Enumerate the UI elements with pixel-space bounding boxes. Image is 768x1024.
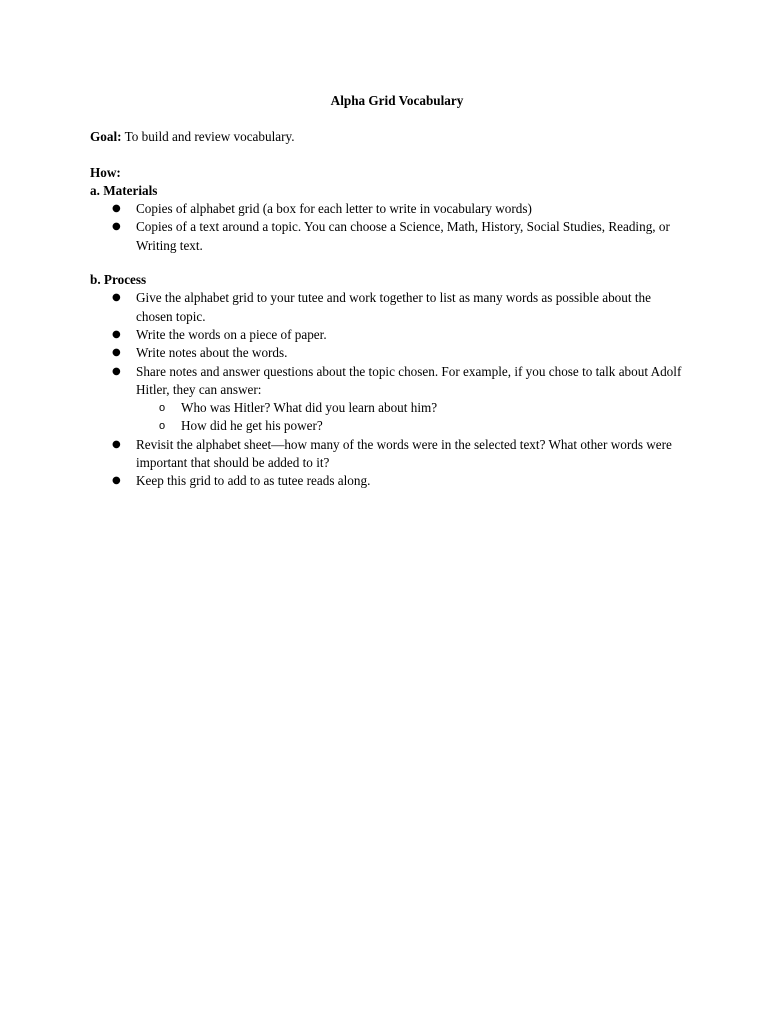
spacer — [90, 147, 690, 164]
bullet-icon: ● — [112, 203, 121, 215]
how-heading: How: — [90, 164, 121, 180]
process-item-text: Share notes and answer questions about the topic chosen. For example, if you chose to talk about Adolf Hitler, they can answer: — [136, 363, 682, 397]
bullet-icon: ● — [112, 365, 121, 377]
circle-bullet-icon: o — [159, 402, 166, 415]
bullet-icon: ● — [112, 292, 121, 304]
list-item — [90, 344, 690, 362]
list-item — [90, 472, 690, 490]
materials-item-text: Copies of a text around a topic. You can choose a Science, Math, History, Social Studies, Reading, or Writing text. — [136, 219, 670, 253]
list-item — [90, 200, 690, 218]
process-item-text: Write the words on a piece of paper. — [136, 326, 327, 342]
bullet-icon: ● — [112, 221, 121, 233]
sub-list — [136, 399, 690, 436]
list-item — [90, 289, 690, 326]
process-heading: b. Process — [90, 272, 147, 288]
list-item — [90, 436, 690, 473]
document-page — [90, 92, 690, 491]
goal-label: Goal: — [90, 129, 122, 145]
goal-paragraph — [90, 128, 690, 146]
spacer — [90, 255, 690, 271]
bullet-icon: ● — [112, 347, 121, 359]
list-item — [90, 326, 690, 344]
materials-list — [90, 200, 690, 255]
process-item-text: Revisit the alphabet sheet—how many of the words were in the selected text? What other words were important that should be added to it? — [136, 436, 672, 471]
sub-list-item — [136, 417, 690, 435]
list-item — [90, 363, 690, 436]
sub-item-text: How did he get his power? — [181, 418, 323, 434]
document-title: Alpha Grid Vocabulary — [330, 93, 464, 108]
goal-text: To build and review vocabulary. — [121, 129, 295, 145]
materials-item-text: Copies of alphabet grid (a box for each letter to write in vocabulary words) — [136, 201, 532, 217]
process-item-text: Give the alphabet grid to your tutee and work together to list as many words as possible about the chosen topic. — [136, 290, 651, 324]
process-list — [90, 289, 690, 490]
circle-bullet-icon: o — [159, 420, 166, 433]
sub-list-item — [136, 399, 690, 417]
process-item-text: Write notes about the words. — [136, 345, 288, 361]
sub-item-text: Who was Hitler? What did you learn about him? — [181, 400, 438, 416]
bullet-icon: ● — [112, 475, 121, 487]
bullet-icon: ● — [112, 328, 121, 340]
list-item — [90, 218, 690, 255]
materials-heading: a. Materials — [90, 182, 158, 198]
process-item-text: Keep this grid to add to as tutee reads along. — [136, 473, 371, 489]
bullet-icon: ● — [112, 438, 121, 450]
